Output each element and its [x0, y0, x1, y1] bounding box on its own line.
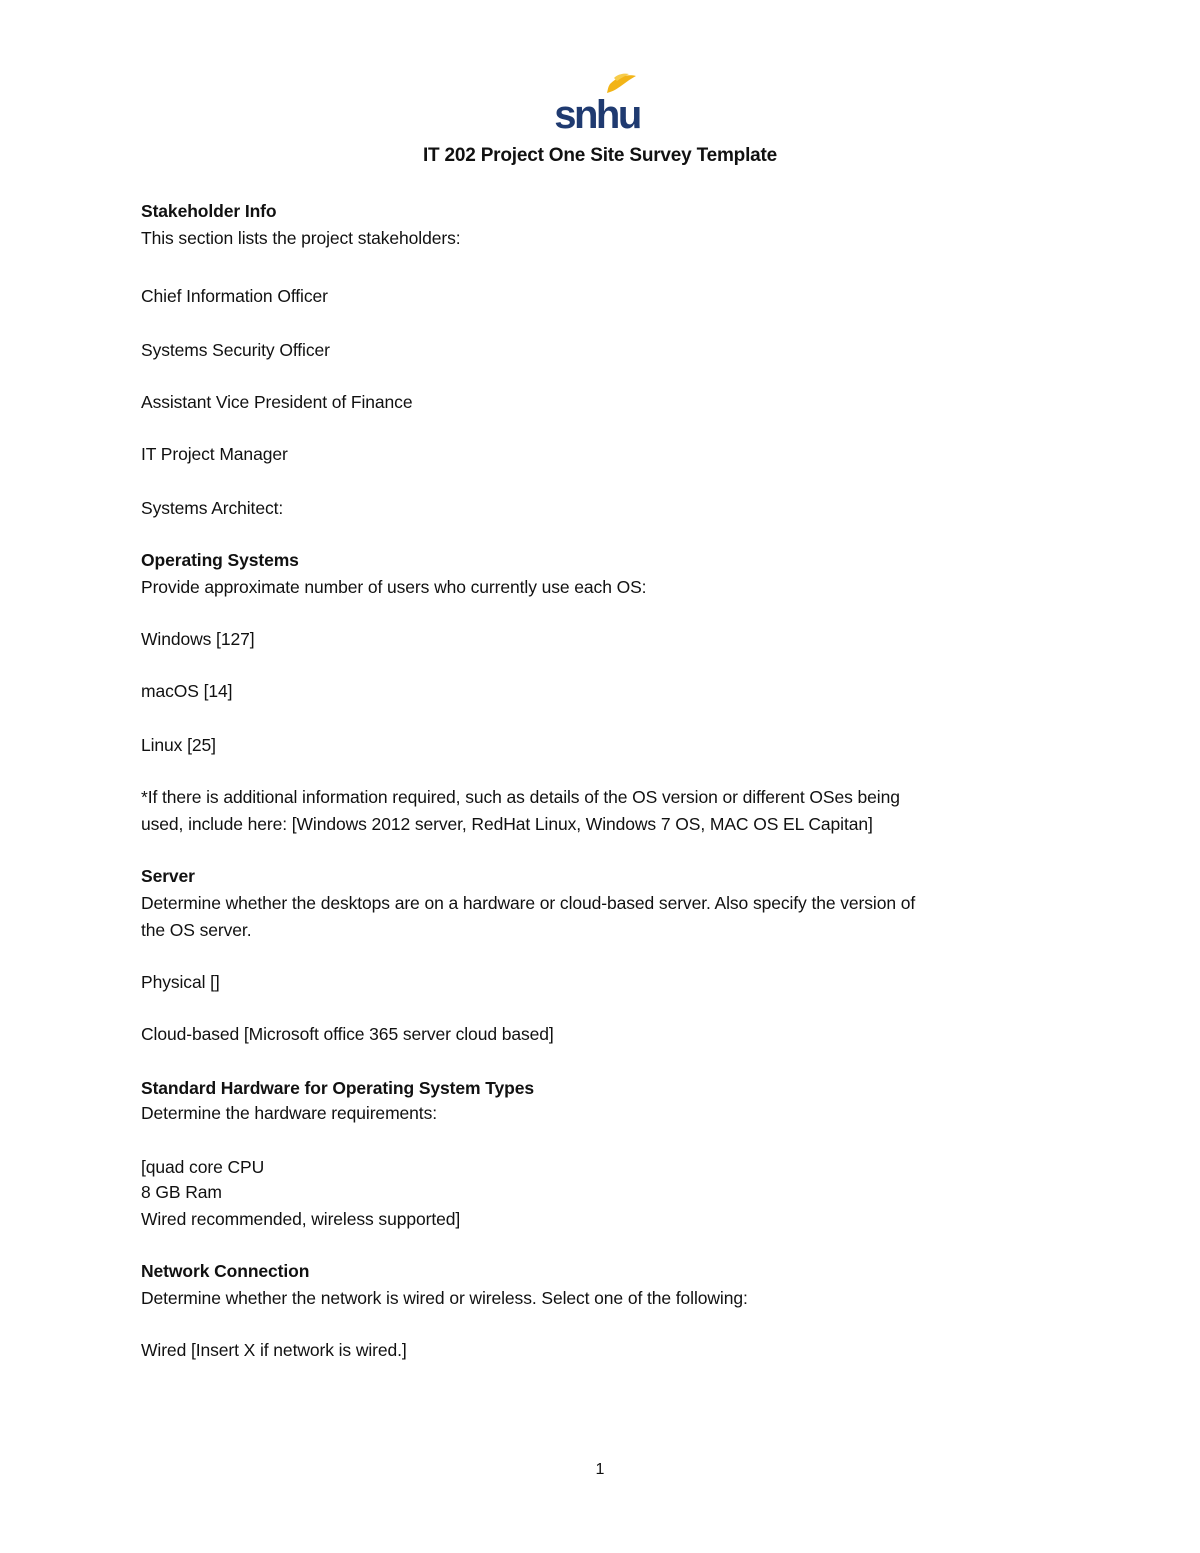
- hardware-cpu: [quad core CPU: [141, 1157, 265, 1177]
- document-title: IT 202 Project One Site Survey Template: [422, 145, 778, 166]
- os-macos: macOS [14]: [141, 681, 233, 701]
- network-heading: Network Connection: [141, 1261, 310, 1281]
- network-intro: Determine whether the network is wired or wireless. Select one of the following:: [141, 1288, 748, 1308]
- os-note-continued: used, include here: [Windows 2012 server, RedHat Linux, Windows 7 OS, MAC OS EL Capitan]: [141, 814, 873, 834]
- server-physical: Physical []: [141, 972, 220, 992]
- server-intro-continued: the OS server.: [141, 920, 252, 940]
- snhu-logo-text: snhu: [554, 93, 640, 134]
- server-cloud: Cloud-based [Microsoft office 365 server cloud based]: [141, 1024, 554, 1044]
- server-heading: Server: [141, 866, 195, 886]
- hardware-intro: Determine the hardware requirements:: [141, 1103, 437, 1123]
- stakeholder-item: Systems Security Officer: [141, 340, 330, 360]
- stakeholder-heading: Stakeholder Info: [141, 201, 277, 221]
- stakeholder-intro: This section lists the project stakeholders:: [141, 228, 461, 248]
- stakeholder-item: Systems Architect:: [141, 498, 284, 518]
- stakeholder-item: IT Project Manager: [141, 444, 288, 464]
- snhu-logo: [552, 72, 642, 134]
- snhu-logo-icon: [552, 72, 642, 134]
- page-number: 1: [595, 1461, 605, 1478]
- os-heading: Operating Systems: [141, 550, 299, 570]
- os-note: *If there is additional information required, such as details of the OS version or different OSes being: [141, 787, 900, 807]
- os-windows: Windows [127]: [141, 629, 255, 649]
- network-wired: Wired [Insert X if network is wired.]: [141, 1340, 407, 1360]
- hardware-network: Wired recommended, wireless supported]: [141, 1209, 461, 1229]
- server-intro: Determine whether the desktops are on a hardware or cloud-based server. Also specify the version of: [141, 893, 916, 913]
- os-intro: Provide approximate number of users who currently use each OS:: [141, 577, 647, 597]
- hardware-heading: Standard Hardware for Operating System Types: [141, 1078, 535, 1098]
- os-linux: Linux [25]: [141, 735, 216, 755]
- stakeholder-item: Chief Information Officer: [141, 286, 328, 306]
- hardware-ram: 8 GB Ram: [141, 1182, 222, 1202]
- stakeholder-item: Assistant Vice President of Finance: [141, 392, 413, 412]
